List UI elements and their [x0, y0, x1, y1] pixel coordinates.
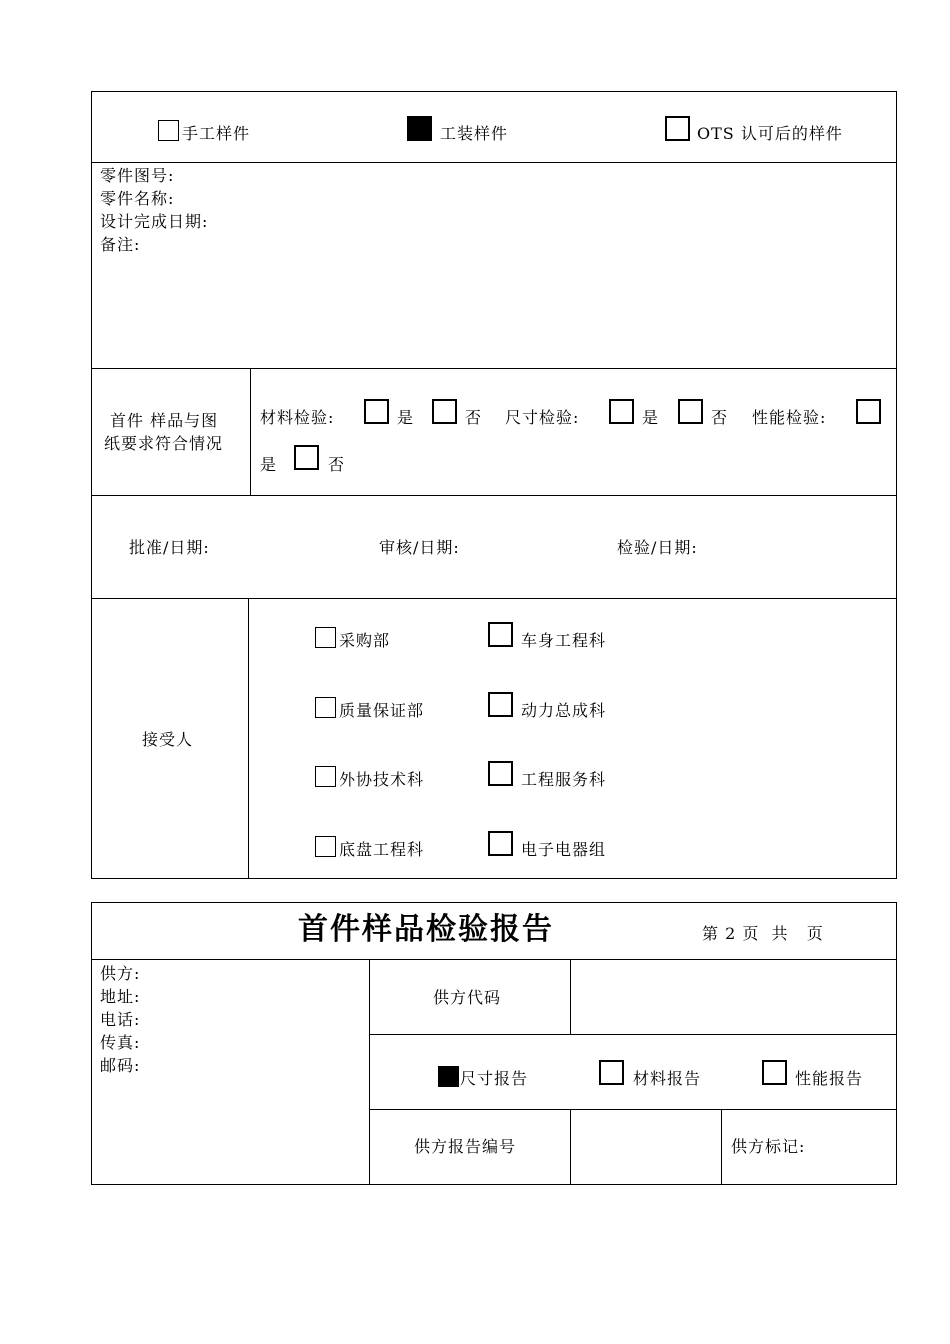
col-divider — [570, 1109, 571, 1185]
dept-checkbox-quality[interactable] — [315, 697, 336, 718]
row-divider — [91, 959, 897, 960]
supplier-mark-label: 供方标记: — [731, 1137, 806, 1156]
report-type-label-dimension: 尺寸报告 — [460, 1069, 529, 1088]
sample-type-label-tooling: 工装样件 — [440, 124, 509, 143]
dimension-yes-label: 是 — [642, 408, 660, 427]
row-divider — [91, 368, 897, 369]
material-no-label: 否 — [465, 408, 483, 427]
dept-checkbox-outsourcing[interactable] — [315, 766, 336, 787]
dimension-no-label: 否 — [711, 408, 729, 427]
row-divider — [369, 1034, 897, 1035]
performance-no-checkbox[interactable] — [294, 445, 319, 470]
col-divider — [369, 959, 370, 1185]
sample-type-checkbox-ots[interactable] — [665, 116, 690, 141]
dept-checkbox-eng-service[interactable] — [488, 761, 513, 786]
report-no-label: 供方报告编号 — [414, 1137, 517, 1156]
performance-no-label: 否 — [328, 455, 346, 474]
material-no-checkbox[interactable] — [432, 399, 457, 424]
dept-label-chassis: 底盘工程科 — [339, 840, 425, 859]
conformity-label-line1: 首件 样品与图 — [110, 411, 219, 430]
design-date-label: 设计完成日期: — [100, 212, 209, 231]
dept-checkbox-purchasing[interactable] — [315, 627, 336, 648]
approve-date-label: 批准/日期: — [129, 538, 210, 557]
fax-label: 传真: — [100, 1033, 141, 1052]
sample-type-label-manual: 手工样件 — [182, 124, 251, 143]
dimension-check-label: 尺寸检验: — [505, 408, 580, 427]
dept-label-body-eng: 车身工程科 — [521, 631, 607, 650]
review-date-label: 审核/日期: — [379, 538, 460, 557]
performance-check-label: 性能检验: — [752, 408, 827, 427]
row-divider — [91, 162, 897, 163]
conformity-label-line2: 纸要求符合情况 — [104, 434, 224, 453]
report-type-checkbox-material[interactable] — [599, 1060, 624, 1085]
row-divider — [369, 1109, 897, 1110]
report-type-checkbox-performance[interactable] — [762, 1060, 787, 1085]
inspect-date-label: 检验/日期: — [617, 538, 698, 557]
material-yes-checkbox[interactable] — [364, 399, 389, 424]
dept-label-electronics: 电子电器组 — [521, 840, 607, 859]
dimension-yes-checkbox[interactable] — [609, 399, 634, 424]
dept-checkbox-electronics[interactable] — [488, 831, 513, 856]
row-divider — [91, 495, 897, 496]
col-divider — [250, 368, 251, 496]
recipient-label: 接受人 — [142, 730, 194, 749]
drawing-no-label: 零件图号: — [100, 166, 175, 185]
supplier-info-block — [100, 962, 140, 1077]
material-yes-label: 是 — [397, 408, 415, 427]
performance-yes-label: 是 — [260, 455, 278, 474]
supplier-code-label: 供方代码 — [433, 988, 502, 1007]
dimension-no-checkbox[interactable] — [678, 399, 703, 424]
report-type-label-material: 材料报告 — [633, 1069, 702, 1088]
part-info-block — [100, 164, 208, 256]
dept-checkbox-body-eng[interactable] — [488, 622, 513, 647]
dept-label-powertrain: 动力总成科 — [521, 701, 607, 720]
dept-checkbox-chassis[interactable] — [315, 836, 336, 857]
dept-label-quality: 质量保证部 — [339, 701, 425, 720]
phone-label: 电话: — [100, 1010, 141, 1029]
col-divider — [721, 1109, 722, 1185]
sample-type-checkbox-tooling[interactable] — [407, 116, 432, 141]
dept-checkbox-powertrain[interactable] — [488, 692, 513, 717]
part-name-label: 零件名称: — [100, 189, 175, 208]
dept-label-outsourcing: 外协技术科 — [339, 770, 425, 789]
remarks-label: 备注: — [100, 235, 141, 254]
dept-label-eng-service: 工程服务科 — [521, 770, 607, 789]
report-type-label-performance: 性能报告 — [795, 1069, 864, 1088]
material-check-label: 材料检验: — [260, 408, 335, 427]
performance-yes-checkbox[interactable] — [856, 399, 881, 424]
supplier-label: 供方: — [100, 964, 141, 983]
postcode-label: 邮码: — [100, 1056, 141, 1075]
col-divider — [570, 959, 571, 1035]
sample-type-label-ots: OTS 认可后的样件 — [697, 124, 843, 143]
col-divider — [248, 598, 249, 879]
page-info: 第 2 页 共 页 — [702, 924, 824, 943]
sample-type-checkbox-manual[interactable] — [158, 120, 179, 141]
report-title: 首件样品检验报告 — [298, 912, 554, 947]
row-divider — [91, 598, 897, 599]
address-label: 地址: — [100, 987, 141, 1006]
dept-label-purchasing: 采购部 — [339, 631, 391, 650]
report-type-checkbox-dimension[interactable] — [438, 1066, 459, 1087]
